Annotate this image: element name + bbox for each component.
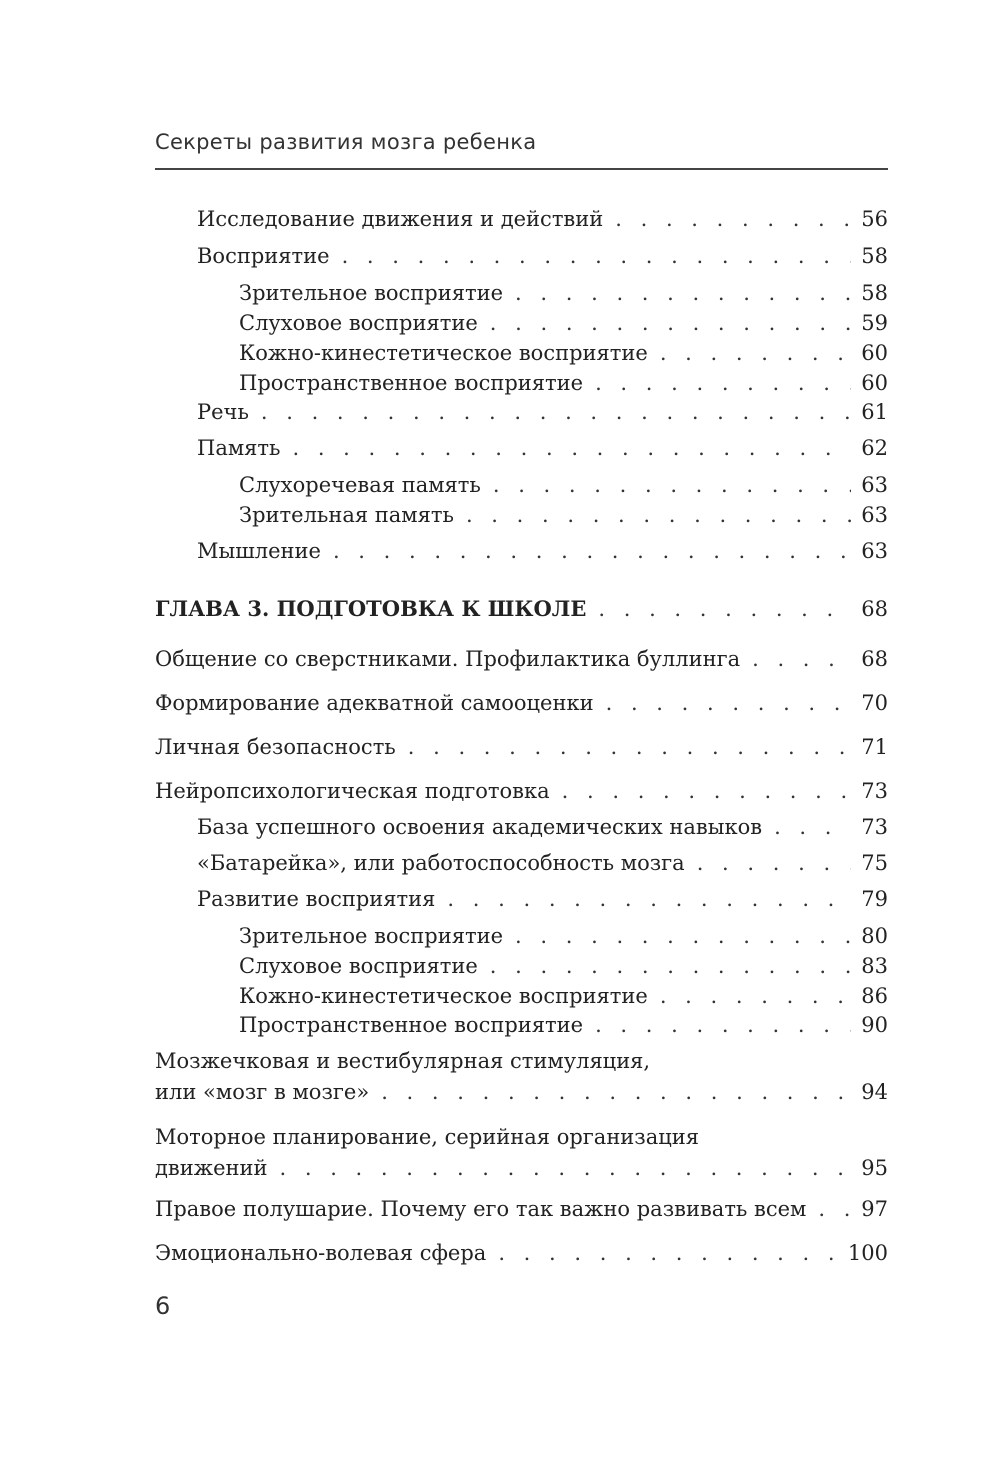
toc-entry-page: 60 [861,341,888,365]
toc-entry[interactable] [239,951,888,981]
toc-leader-dots [280,1153,852,1183]
toc-entry-page: 95 [861,1156,888,1180]
toc-leader-dots [333,536,851,566]
toc-entry-page: 63 [861,539,888,563]
toc-leader-dots [408,732,852,762]
toc-entry-page: 97 [861,1197,888,1221]
toc-entry-page: 73 [861,815,888,839]
toc-entry-page: 100 [847,1241,888,1265]
toc-entry[interactable] [239,278,888,308]
toc-entry-page: 79 [861,887,888,911]
toc-leader-dots [752,644,851,674]
toc-leader-dots [342,241,852,271]
toc-entry-title: Зрительная память [239,503,454,527]
toc-leader-dots [447,884,851,914]
toc-entry-title: Пространственное восприятие [239,371,584,395]
toc-leader-dots [774,812,851,842]
toc-entry[interactable] [155,1077,888,1107]
toc-leader-dots [498,1238,838,1268]
toc-entry-title-first-line: Мозжечковая и вестибулярная стимуляция, [155,1049,651,1073]
toc-leader-dots [606,688,852,718]
toc-entry-page: 80 [861,924,888,948]
toc-entry-title: Слухоречевая память [239,473,481,497]
toc-leader-dots [490,308,851,338]
toc-leader-dots [660,981,851,1011]
toc-entry-page: 61 [861,400,888,424]
toc-entry-page: 58 [861,281,888,305]
toc-chapter-entry[interactable] [155,594,888,624]
toc-entry[interactable] [239,500,888,530]
toc-entry-page: 56 [861,207,888,231]
toc-entry[interactable] [155,1238,888,1268]
toc-entry-title: «Батарейка», или работоспособность мозга [197,851,685,875]
toc-entry-page: 71 [861,735,888,759]
toc-entry-title: Личная безопасность [155,735,396,759]
toc-entry-title: Эмоционально-волевая сфера [155,1241,487,1265]
toc-leader-dots [261,397,851,427]
toc-entry-page: 58 [861,244,888,268]
toc-entry-page: 86 [861,984,888,1008]
toc-entry-title: движений [155,1156,268,1180]
toc-entry[interactable] [239,981,888,1011]
toc-entry[interactable] [239,308,888,338]
toc-leader-dots [490,951,851,981]
toc-entry-page: 63 [861,503,888,527]
toc-leader-dots [493,470,851,500]
toc-entry[interactable] [197,433,888,463]
header-rule [155,168,888,170]
toc-entry-page: 73 [861,779,888,803]
toc-entry-title: Формирование адекватной самооценки [155,691,594,715]
toc-entry-title: Мышление [197,539,321,563]
toc-entry[interactable] [155,732,888,762]
toc-entry[interactable] [155,776,888,806]
toc-leader-dots [595,1010,851,1040]
toc-entry[interactable] [197,241,888,271]
toc-leader-dots [515,278,851,308]
toc-leader-dots [595,368,851,398]
toc-leader-dots [697,848,852,878]
toc-entry[interactable] [197,812,888,842]
toc-entry-page: 90 [861,1013,888,1037]
toc-entry[interactable] [239,368,888,398]
toc-entry-page: 63 [861,473,888,497]
toc-entry-title: Слуховое восприятие [239,954,478,978]
toc-entry[interactable] [239,921,888,951]
toc-leader-dots [292,433,851,463]
toc-entry-title: Речь [197,400,249,424]
toc-entry-page: 60 [861,371,888,395]
toc-entry[interactable] [197,884,888,914]
toc-entry-title: Слуховое восприятие [239,311,478,335]
toc-leader-dots [660,338,851,368]
toc-entry-title: Зрительное восприятие [239,924,504,948]
toc-entry-title: Общение со сверстниками. Профилактика буллинга [155,647,741,671]
toc-entry-title: Пространственное восприятие [239,1013,584,1037]
toc-leader-dots [466,500,851,530]
toc-entry-page: 62 [861,436,888,460]
toc-leader-dots [381,1077,851,1107]
toc-entry-title: База успешного освоения академических навыков [197,815,763,839]
toc-entry-page: 70 [861,691,888,715]
toc-entry[interactable] [155,1153,888,1183]
toc-entry[interactable] [155,688,888,718]
toc-entry-page: 75 [861,851,888,875]
toc-entry-title: Зрительное восприятие [239,281,504,305]
toc-entry-title: Кожно-кинестетическое восприятие [239,341,648,365]
toc-entry-page: 68 [861,597,888,621]
toc-entry[interactable] [197,536,888,566]
toc-entry[interactable] [197,204,888,234]
toc-entry[interactable] [155,644,888,674]
toc-entry[interactable] [197,397,888,427]
running-header: Секреты развития мозга ребенка [155,130,537,154]
toc-entry-title: Восприятие [197,244,330,268]
toc-leader-dots [615,204,851,234]
page-number: 6 [155,1292,171,1320]
toc-entry-title: Правое полушарие. Почему его так важно развивать всем [155,1197,807,1221]
toc-chapter-title: ГЛАВА 3. ПОДГОТОВКА К ШКОЛЕ [155,596,587,621]
toc-leader-dots [598,594,851,624]
toc-entry-page: 94 [861,1080,888,1104]
toc-entry[interactable] [239,338,888,368]
toc-entry-title: Развитие восприятия [197,887,436,911]
toc-entry-title: или «мозг в мозге» [155,1080,370,1104]
toc-entry[interactable] [197,848,888,878]
toc-entry[interactable] [155,1194,888,1224]
toc-entry-title: Нейропсихологическая подготовка [155,779,550,803]
toc-entry-page: 59 [861,311,888,335]
toc-entry-page: 83 [861,954,888,978]
toc-entry-title: Кожно-кинестетическое восприятие [239,984,648,1008]
toc-entry-title: Исследование движения и действий [197,207,604,231]
toc-entry-page: 68 [861,647,888,671]
toc-leader-dots [818,1194,851,1224]
toc-entry[interactable] [239,1010,888,1040]
toc-entry-title-first-line: Моторное планирование, серийная организация [155,1125,700,1149]
toc-entry-title: Память [197,436,281,460]
toc-entry[interactable] [239,470,888,500]
toc-leader-dots [515,921,851,951]
toc-leader-dots [562,776,852,806]
